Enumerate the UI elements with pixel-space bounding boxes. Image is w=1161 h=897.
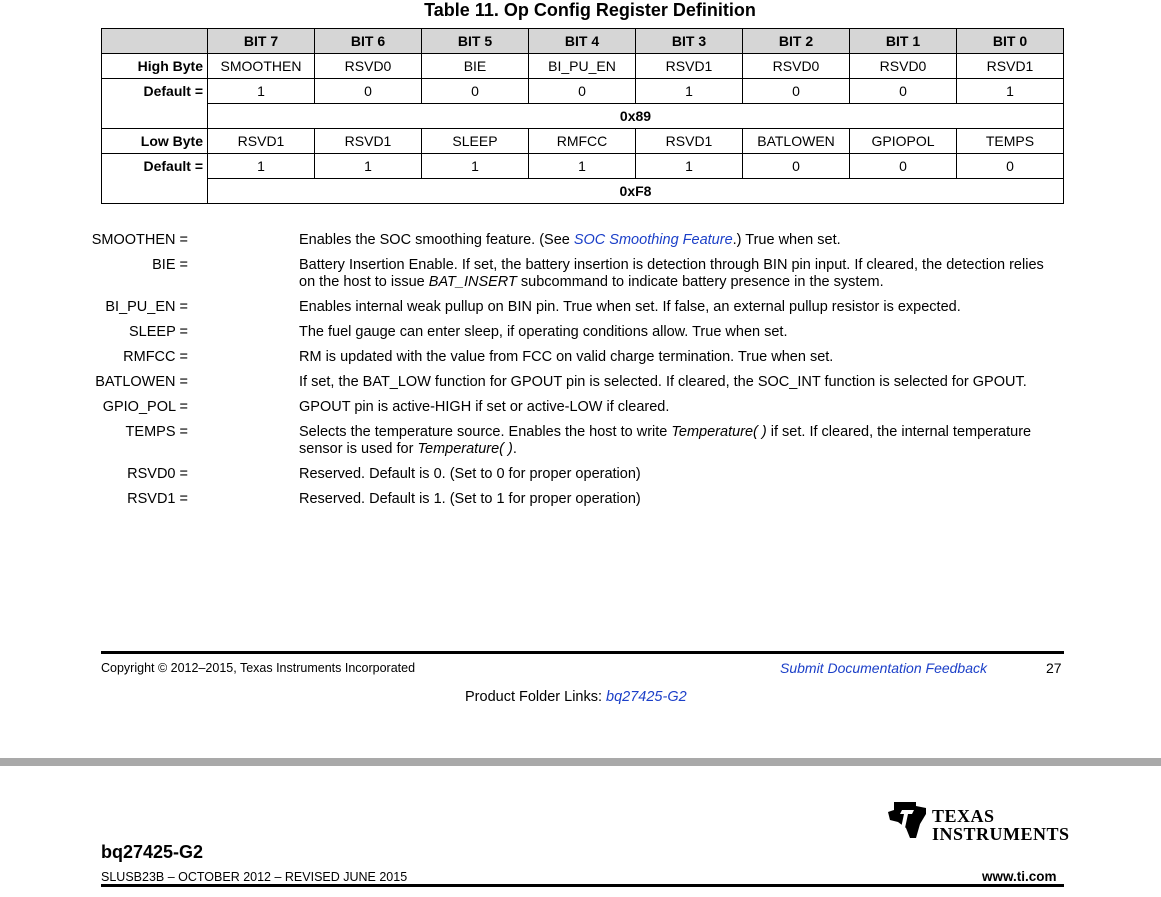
document-id: SLUSB23B – OCTOBER 2012 – REVISED JUNE 2015: [101, 870, 408, 884]
page-number: 27: [1046, 660, 1062, 676]
definition-bi-pu-en: [101, 299, 1059, 316]
bit-header: BIT 0: [957, 29, 1064, 54]
definition-text: Reserved. Default is 0. (Set to 0 for proper operation): [299, 466, 641, 482]
product-folder-link[interactable]: bq27425-G2: [606, 689, 687, 705]
product-folder-links: [465, 689, 687, 705]
bit-header: BIT 6: [315, 29, 422, 54]
register-table: [101, 28, 1064, 204]
soc-smoothing-link[interactable]: SOC Smoothing Feature: [573, 232, 733, 248]
definition-rsvd0: [101, 466, 1059, 483]
copyright-text: Copyright © 2012–2015, Texas Instruments Incorporated: [101, 661, 416, 675]
bit-field: SLEEP: [422, 129, 529, 154]
definition-term: GPIO_POL =: [102, 399, 188, 415]
header-corner-cell: [102, 29, 208, 54]
bit-field: BATLOWEN: [743, 129, 850, 154]
bit-header: BIT 4: [529, 29, 636, 54]
default-value: 1: [208, 154, 315, 179]
text-run: .) True when set.: [732, 232, 841, 248]
definition-gpio-pol: [101, 399, 1059, 416]
bit-definitions: [91, 232, 1059, 516]
bit-field: RMFCC: [529, 129, 636, 154]
high-byte-label: High Byte: [102, 54, 208, 79]
submit-feedback-link[interactable]: Submit Documentation Feedback: [780, 660, 987, 676]
command-name: Temperature( ): [417, 441, 513, 457]
default-value: 0: [315, 79, 422, 104]
low-hex-row: [102, 179, 1064, 204]
definition-term: RSVD1 =: [127, 491, 188, 507]
default-value: 0: [743, 154, 850, 179]
definition-text: If set, the BAT_LOW function for GPOUT pin is selected. If cleared, the SOC_INT function is selected for GPOUT.: [299, 374, 1027, 390]
definition-text: Reserved. Default is 1. (Set to 1 for proper operation): [299, 491, 641, 507]
definition-text: [299, 257, 1059, 291]
default-value: 0: [850, 79, 957, 104]
high-default-row: [102, 79, 1064, 104]
definition-text: RM is updated with the value from FCC on valid charge termination. True when set.: [299, 349, 834, 365]
definition-temps: [101, 424, 1059, 458]
definition-text: [299, 232, 1059, 249]
ti-logo-line1: TEXAS: [932, 806, 995, 826]
definition-text: The fuel gauge can enter sleep, if operating conditions allow. True when set.: [299, 324, 788, 340]
default-label: Default =: [102, 79, 208, 104]
default-value: 1: [315, 154, 422, 179]
definition-rmfcc: [101, 349, 1059, 366]
definition-term: RSVD0 =: [127, 466, 188, 482]
bit-field: RSVD1: [315, 129, 422, 154]
bit-field: BI_PU_EN: [529, 54, 636, 79]
bit-header: BIT 2: [743, 29, 850, 54]
text-run: subcommand to indicate battery presence in the system.: [516, 274, 884, 290]
definition-term: SMOOTHEN =: [91, 232, 188, 248]
bit-header-row: [102, 29, 1064, 54]
definition-term: BATLOWEN =: [95, 374, 188, 390]
high-byte-row: [102, 54, 1064, 79]
default-label: Default =: [102, 154, 208, 179]
text-run: Selects the temperature source. Enables the host to write: [299, 424, 672, 440]
bit-header: BIT 1: [850, 29, 957, 54]
command-name: BAT_INSERT: [428, 274, 517, 290]
bit-header: BIT 5: [422, 29, 529, 54]
bit-field: RSVD0: [315, 54, 422, 79]
definition-smoothen: [91, 232, 1059, 249]
definition-rsvd1: [101, 491, 1059, 508]
definition-term: BIE =: [152, 257, 188, 273]
definition-text: GPOUT pin is active-HIGH if set or active-LOW if cleared.: [299, 399, 670, 415]
bit-field: RSVD1: [636, 54, 743, 79]
text-run: if set. If cleared, the internal temperature sensor is used for: [299, 424, 1032, 457]
default-value: 1: [957, 79, 1064, 104]
bit-header: BIT 3: [636, 29, 743, 54]
default-value: 0: [422, 79, 529, 104]
definition-term: SLEEP =: [129, 324, 188, 340]
table-title: Table 11. Op Config Register Definition: [424, 0, 756, 20]
bit-field: TEMPS: [957, 129, 1064, 154]
text-run: Enables the SOC smoothing feature. (See: [299, 232, 574, 248]
header-rule: [101, 884, 1064, 887]
bit-field: RSVD0: [850, 54, 957, 79]
definition-text: [299, 424, 1059, 458]
bit-field: BIE: [422, 54, 529, 79]
high-byte-hex: 0x89: [208, 104, 1064, 129]
default-value: 1: [529, 154, 636, 179]
hex-spacer-cell: [102, 179, 208, 204]
definition-bie: [101, 257, 1059, 291]
default-value: 0: [850, 154, 957, 179]
low-byte-row: [102, 129, 1064, 154]
low-byte-hex: 0xF8: [208, 179, 1064, 204]
definition-term: BI_PU_EN =: [105, 299, 188, 315]
folder-label: Product Folder Links:: [465, 689, 607, 705]
ti-logo-line2: INSTRUMENTS: [932, 824, 1070, 844]
definition-text: Enables internal weak pullup on BIN pin. True when set. If false, an external pullup resistor is expected.: [299, 299, 961, 315]
bit-field: RSVD1: [636, 129, 743, 154]
bit-field: RSVD1: [957, 54, 1064, 79]
text-run: .: [512, 441, 517, 457]
default-value: 1: [422, 154, 529, 179]
document-title: bq27425-G2: [101, 842, 204, 862]
ti-url-link[interactable]: www.ti.com: [982, 869, 1057, 884]
bit-header: BIT 7: [208, 29, 315, 54]
default-value: 1: [636, 79, 743, 104]
definition-term: RMFCC =: [123, 349, 188, 365]
bit-field: RSVD1: [208, 129, 315, 154]
default-value: 0: [529, 79, 636, 104]
high-hex-row: [102, 104, 1064, 129]
definition-batlowen: [95, 374, 1059, 391]
low-default-row: [102, 154, 1064, 179]
default-value: 1: [208, 79, 315, 104]
default-value: 0: [743, 79, 850, 104]
bit-field: RSVD0: [743, 54, 850, 79]
low-byte-label: Low Byte: [102, 129, 208, 154]
hex-spacer-cell: [102, 104, 208, 129]
bit-field: SMOOTHEN: [208, 54, 315, 79]
definition-term: TEMPS =: [125, 424, 188, 440]
command-name: Temperature( ): [671, 424, 767, 440]
bit-field: GPIOPOL: [850, 129, 957, 154]
footer-rule: [101, 651, 1064, 654]
default-value: 1: [636, 154, 743, 179]
default-value: 0: [957, 154, 1064, 179]
page-separator: [0, 758, 1161, 766]
definition-sleep: [101, 324, 1059, 341]
text-run: Battery Insertion Enable. If set, the battery insertion is detection through BIN pin input. If cleared, the detection relies on the host to issue: [299, 257, 1044, 290]
